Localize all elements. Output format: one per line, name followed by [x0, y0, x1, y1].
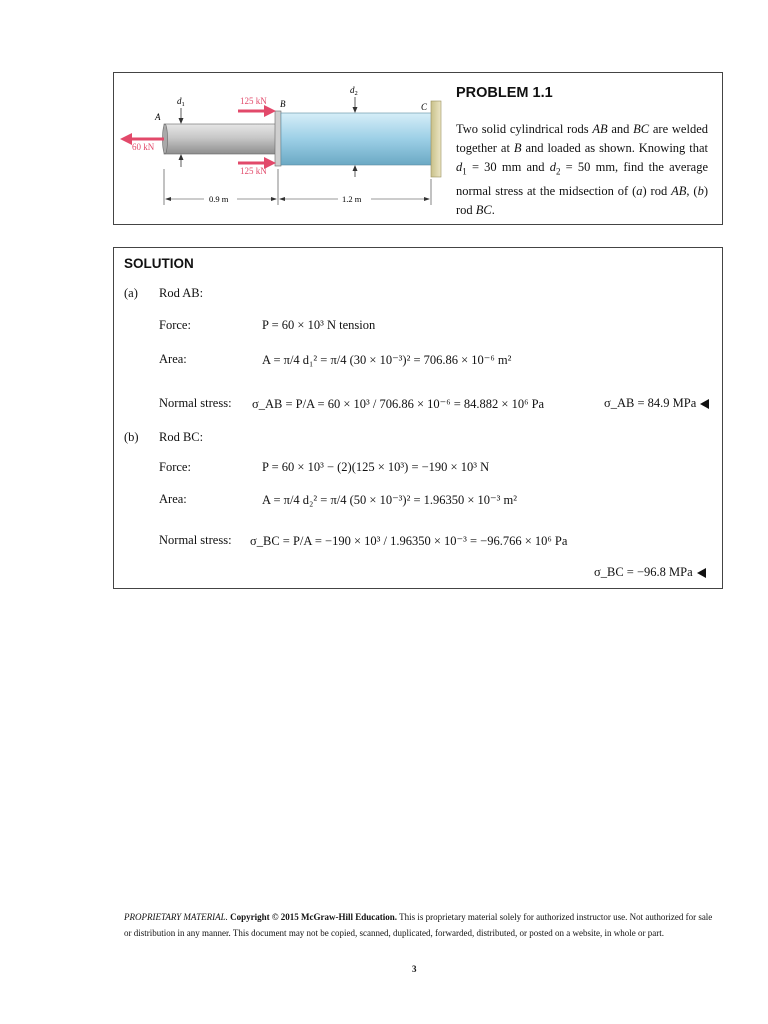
footer-copyright: Copyright © 2015 McGraw-Hill Education. — [230, 912, 398, 922]
load-125kn-top-arrow — [238, 105, 276, 117]
label-c: C — [421, 102, 428, 112]
label-d2: $d_2$ — [350, 85, 358, 97]
label-d1: $d_1$ — [177, 96, 185, 108]
a-force-label: Force: — [159, 318, 191, 332]
solution-box — [113, 247, 723, 589]
footer-notice — [124, 909, 714, 941]
b-force-equation: P = 60 × 10³ − (2)(125 × 10³) = −190 × 10³ N — [262, 460, 490, 474]
part-a-heading: Rod AB: — [159, 286, 204, 300]
b-stress-label: Normal stress: — [159, 533, 232, 547]
a-force-equation: P = 60 × 10³ N tension — [262, 318, 376, 332]
dimension-ab-label: 0.9 m — [209, 194, 229, 204]
problem-title: PROBLEM 1.1 — [456, 85, 553, 101]
load-60kn-label: 60 kN — [132, 142, 155, 152]
a-answer: σ_AB = 84.9 MPa — [604, 396, 709, 411]
footer-proprietary: PROPRIETARY MATERIAL. — [124, 912, 228, 922]
b-stress-equation: σ_BC = P/A = −190 × 10³ / 1.96350 × 10⁻³ = −96.766 × 10⁶ Pa — [250, 534, 568, 548]
label-b: B — [280, 99, 286, 109]
footer-body: This is proprietary material solely for authorized instructor use. Not authorized for sale or distribution in any manner. This document may not be copied, scanned, duplicated, forwarded, distributed, or posted on a website, in whole or part. — [124, 912, 713, 938]
load-125kn-top-label: 125 kN — [240, 96, 267, 106]
solution-title: SOLUTION — [124, 256, 194, 271]
rod-ab — [164, 124, 276, 154]
problem-statement: Two solid cylindrical rods AB and BC are welded together at B and loaded as shown. Knowing that $d_1 = 30$ mm and $d_2 = 50$ mm, find the average normal stress at the midsection of (a) rod AB, (b) rod BC. — [456, 122, 708, 217]
wall-c — [431, 101, 441, 177]
a-stress-label: Normal stress: — [159, 396, 232, 410]
a-area-equation: A = π/4 d₁² = π/4 (30 × 10⁻³)² = 706.86 × 10⁻⁶ m² — [262, 353, 512, 367]
a-area-label: Area: — [159, 352, 187, 366]
b-area-label: Area: — [159, 492, 187, 506]
a-stress-equation: σ_AB = P/A = 60 × 10³ / 706.86 × 10⁻⁶ = 84.882 × 10⁶ Pa — [252, 397, 545, 411]
answer-marker-icon — [700, 399, 709, 409]
page-number: 3 — [412, 964, 417, 974]
b-force-label: Force: — [159, 460, 191, 474]
weld-plate-b — [275, 111, 281, 166]
rod-figure — [114, 73, 444, 223]
part-a-label: (a) — [124, 286, 138, 300]
b-answer: σ_BC = −96.8 MPa — [594, 565, 706, 580]
answer-marker-icon — [697, 568, 706, 578]
label-a: A — [155, 112, 161, 122]
dimension-bc-label: 1.2 m — [342, 194, 362, 204]
load-125kn-bottom-label: 125 kN — [240, 166, 267, 176]
b-area-equation: A = π/4 d₂² = π/4 (50 × 10⁻³)² = 1.96350 × 10⁻³ m² — [262, 493, 517, 507]
part-b-heading: Rod BC: — [159, 430, 204, 444]
problem-box — [113, 72, 723, 225]
part-b-label: (b) — [124, 430, 139, 444]
rod-bc — [281, 113, 432, 165]
